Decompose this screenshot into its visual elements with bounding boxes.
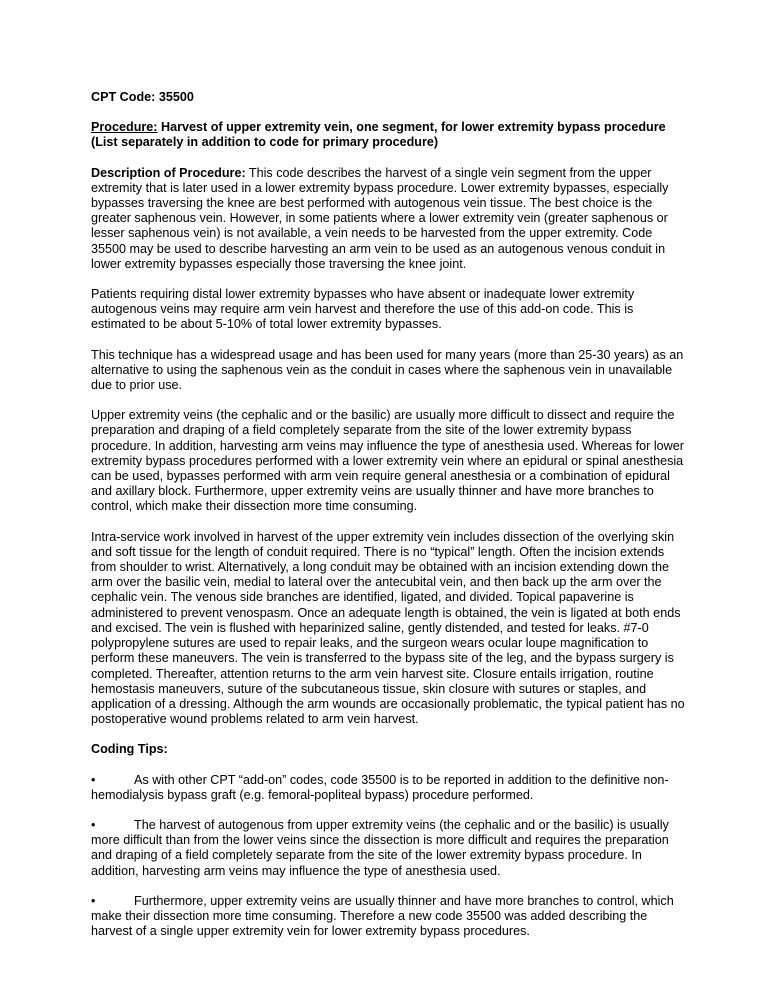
body-paragraph-1: Patients requiring distal lower extremity bypasses who have absent or inadequate lower extremity autogenous veins may require arm vein harvest and therefore the use of this add-on code. This is estimated to be about 5-10% of total lower extremity bypasses. xyxy=(91,287,635,332)
cpt-code-heading: CPT Code: 35500 xyxy=(91,90,194,104)
description-paragraph xyxy=(91,166,687,272)
bullet-icon: • xyxy=(91,817,96,832)
body-paragraph-3: Upper extremity veins (the cephalic and or the basilic) are usually more difficult to dissect and require the preparation and draping of a field completely separate from the site of the lower extremity bypass procedure. In addition, harvesting arm veins may influence the type of anesthesia used. Whereas for lower extremity bypass procedures performed with a lower extremity vein where an epidural or spinal anesthesia can be used, bypasses performed with arm vein require general anesthesia or a combination of epidural and axillary block. Furthermore, upper extremity veins are usually thinner and have more branches to control, which make their dissection more time consuming. xyxy=(91,408,684,514)
description-label: Description of Procedure: xyxy=(91,165,246,180)
coding-tip-text: The harvest of autogenous from upper extremity veins (the cephalic and or the basilic) is usually more difficult than from the lower veins since the dissection is more difficult and requires the preparation and draping of a field completely separate from the site of the lower extremity bypass procedure. In addition, harvesting arm veins may influence the type of anesthesia used. xyxy=(91,817,669,878)
coding-tip-text: As with other CPT “add-on” codes, code 35500 is to be reported in addition to the definitive non-hemodialysis bypass graft (e.g. femoral-popliteal bypass) procedure performed. xyxy=(91,772,669,802)
coding-tip-2 xyxy=(91,818,687,879)
coding-tip-3 xyxy=(91,894,687,940)
bullet-icon: • xyxy=(91,893,96,908)
procedure-paragraph xyxy=(91,120,687,150)
body-paragraph-2: This technique has a widespread usage and has been used for many years (more than 25-30 years) as an alternative to using the saphenous vein as the conduit in cases where the saphenous vein in unavailable due to prior use. xyxy=(91,347,684,393)
coding-tip-text: Furthermore, upper extremity veins are usually thinner and have more branches to control, which make their dissection more time consuming. Therefore a new code 35500 was added describing the harvest of a single upper extremity vein for lower extremity bypass procedures. xyxy=(91,893,674,939)
coding-tips-heading: Coding Tips: xyxy=(91,742,168,757)
coding-tip-1 xyxy=(91,773,687,803)
bullet-icon: • xyxy=(91,772,96,787)
document-page xyxy=(91,90,687,954)
procedure-text: Harvest of upper extremity vein, one segment, for lower extremity bypass procedure (List separately in addition to code for primary procedure) xyxy=(91,120,666,150)
body-paragraph-4: Intra-service work involved in harvest of the upper extremity vein includes dissection of the overlying skin and soft tissue for the length of conduit required. There is no “typical” length. Often the incision extends from shoulder to wrist. Alternatively, a long conduit may be obtained with an incision extending down the arm over the basilic vein, medial to lateral over the antecubital vein, and then back up the arm over the cephalic vein. The venous side branches are identified, ligated, and divided. Topical papaverine is administered to prevent venospasm. Once an adequate length is obtained, the vein is ligated at both ends and excised. The vein is flushed with heparinized saline, gently distended, and tested for leaks. #7-0 polypropylene sutures are used to repair leaks, and the surgeon wears ocular loupe magnification to perform these maneuvers. The vein is transferred to the bypass site of the leg, and the bypass surgery is completed. Thereafter, attention returns to the arm vein harvest site. Closure entails irrigation, routine hemostasis maneuvers, suture of the subcutaneous tissue, skin closure with sutures or staples, and application of a dressing. Although the arm wounds are occasionally problematic, the typical patient has no postoperative wound problems related to arm vein harvest. xyxy=(91,529,685,727)
procedure-label: Procedure: xyxy=(91,120,158,135)
description-text: This code describes the harvest of a single vein segment from the upper extremity that is later used in a lower extremity bypass procedure. Lower extremity bypasses, especially bypasses traversing the knee are best performed with autogenous vein tissue. The best choice is the greater saphenous vein. However, in some patients where a lower extremity vein (greater saphenous or lesser saphenous vein) is not available, a vein needs to be harvested from the upper extremity. Code 35500 may be used to describe harvesting an arm vein to be used as an autogenous venous conduit in lower extremity bypasses especially those traversing the knee joint. xyxy=(91,165,669,271)
